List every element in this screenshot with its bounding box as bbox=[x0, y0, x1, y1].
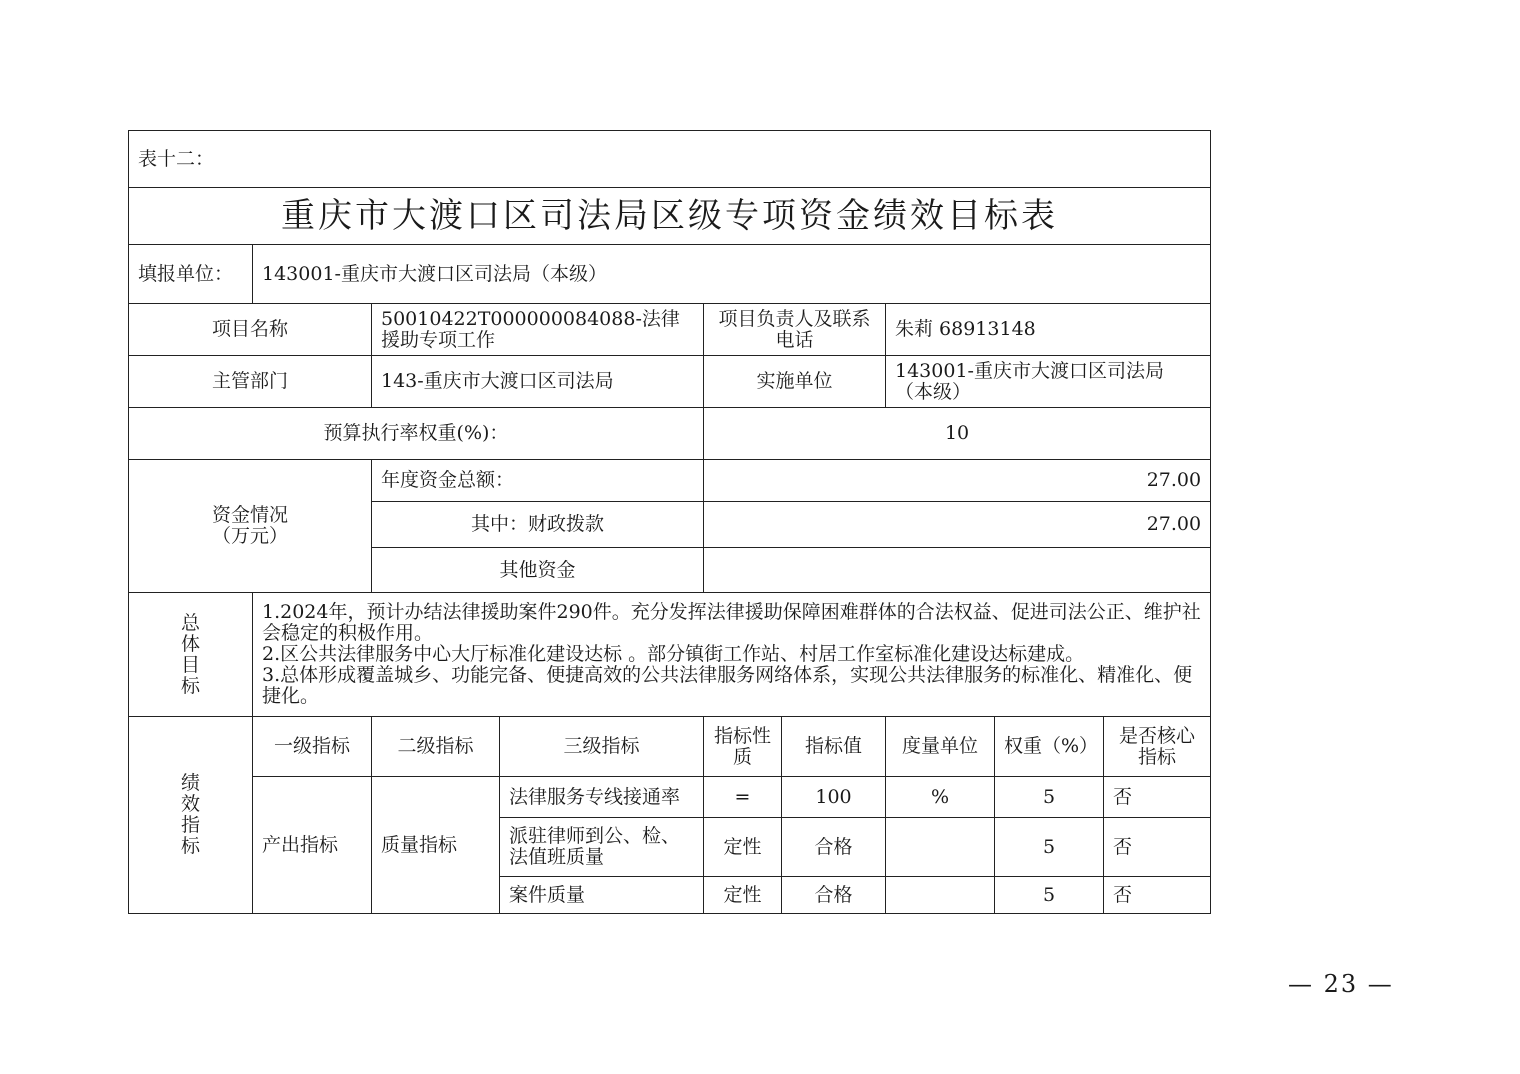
overall-goal-label-char: 标 bbox=[180, 674, 200, 697]
dept-value: 143-重庆市大渡口区司法局 bbox=[372, 356, 704, 408]
indicator-weight: 5 bbox=[995, 777, 1104, 818]
indicator-name: 案件质量 bbox=[500, 877, 704, 914]
table-number-label: 表十二： bbox=[129, 131, 1211, 188]
overall-goal-label bbox=[129, 593, 253, 717]
funds-other-label: 其他资金 bbox=[372, 548, 704, 593]
fill-unit-value: 143001-重庆市大渡口区司法局（本级） bbox=[253, 245, 1211, 304]
overall-goal-line: 2.区公共法律服务中心大厅标准化建设达标 。部分镇街工作站、村居工作室标准化建设达标建成。 bbox=[262, 643, 1085, 665]
indicator-value: 合格 bbox=[782, 818, 886, 877]
funds-fiscal-value: 27.00 bbox=[704, 502, 1211, 548]
overall-goal-text bbox=[253, 593, 1211, 717]
indicator-core: 否 bbox=[1104, 777, 1211, 818]
indicator-core: 否 bbox=[1104, 877, 1211, 914]
indicators-label-char: 绩 bbox=[180, 772, 200, 794]
overall-goal-label-char: 目 bbox=[180, 653, 200, 676]
indicator-weight: 5 bbox=[995, 877, 1104, 914]
overall-goal-label-char: 体 bbox=[180, 632, 200, 655]
indicator-nature: 定性 bbox=[704, 877, 782, 914]
page-number: — 23 — bbox=[1288, 970, 1394, 998]
indicator-level1: 产出指标 bbox=[253, 777, 372, 914]
performance-target-table bbox=[128, 130, 1211, 914]
impl-unit-label: 实施单位 bbox=[704, 356, 886, 408]
funds-label-line1: 资金情况 bbox=[211, 504, 288, 526]
project-name-label: 项目名称 bbox=[129, 304, 372, 356]
indicator-name: 法律服务专线接通率 bbox=[500, 777, 704, 818]
indicator-nature: 定性 bbox=[704, 818, 782, 877]
indicator-value: 合格 bbox=[782, 877, 886, 914]
funds-fiscal-label: 其中：财政拨款 bbox=[372, 502, 704, 548]
indicator-unit bbox=[886, 877, 995, 914]
page-title: 重庆市大渡口区司法局区级专项资金绩效目标表 bbox=[129, 188, 1211, 245]
overall-goal-label-char: 总 bbox=[180, 611, 200, 634]
indicator-weight: 5 bbox=[995, 818, 1104, 877]
budget-weight-label: 预算执行率权重(%)： bbox=[129, 408, 704, 460]
indicator-level2: 质量指标 bbox=[372, 777, 500, 914]
funds-total-value: 27.00 bbox=[704, 460, 1211, 502]
indicator-nature: = bbox=[704, 777, 782, 818]
funds-label-line2: （万元） bbox=[211, 525, 288, 547]
header-weight: 权重（%） bbox=[995, 717, 1104, 777]
indicators-label-char: 指 bbox=[180, 814, 200, 836]
overall-goal-line: 1.2024年，预计办结法律援助案件290件。充分发挥法律援助保障困难群体的合法权益、促进司法公正、维护社会稳定的积极作用。 bbox=[262, 601, 1201, 644]
overall-goal-line: 3.总体形成覆盖城乡、功能完备、便捷高效的公共法律服务网络体系，实现公共法律服务的标准化、精准化、便捷化。 bbox=[262, 664, 1193, 707]
indicator-name: 派驻律师到公、检、法值班质量 bbox=[500, 818, 704, 877]
impl-unit-value: 143001-重庆市大渡口区司法局（本级） bbox=[886, 356, 1211, 408]
fill-unit-label: 填报单位： bbox=[129, 245, 253, 304]
table-row bbox=[129, 777, 1211, 818]
responsible-label: 项目负责人及联系电话 bbox=[704, 304, 886, 356]
header-core: 是否核心指标 bbox=[1104, 717, 1211, 777]
indicators-label bbox=[129, 717, 253, 914]
indicator-unit: % bbox=[886, 777, 995, 818]
header-nature: 指标性质 bbox=[704, 717, 782, 777]
header-value: 指标值 bbox=[782, 717, 886, 777]
indicator-value: 100 bbox=[782, 777, 886, 818]
funds-label bbox=[129, 460, 372, 593]
indicator-core: 否 bbox=[1104, 818, 1211, 877]
header-level2: 二级指标 bbox=[372, 717, 500, 777]
indicators-label-char: 效 bbox=[180, 793, 200, 815]
indicators-label-char: 标 bbox=[180, 835, 200, 857]
funds-total-label: 年度资金总额： bbox=[372, 460, 704, 502]
header-level3: 三级指标 bbox=[500, 717, 704, 777]
project-name-value: 50010422T000000084088-法律援助专项工作 bbox=[372, 304, 704, 356]
indicator-unit bbox=[886, 818, 995, 877]
budget-weight-value: 10 bbox=[704, 408, 1211, 460]
dept-label: 主管部门 bbox=[129, 356, 372, 408]
header-unit: 度量单位 bbox=[886, 717, 995, 777]
responsible-value: 朱莉 68913148 bbox=[886, 304, 1211, 356]
funds-other-value bbox=[704, 548, 1211, 593]
header-level1: 一级指标 bbox=[253, 717, 372, 777]
